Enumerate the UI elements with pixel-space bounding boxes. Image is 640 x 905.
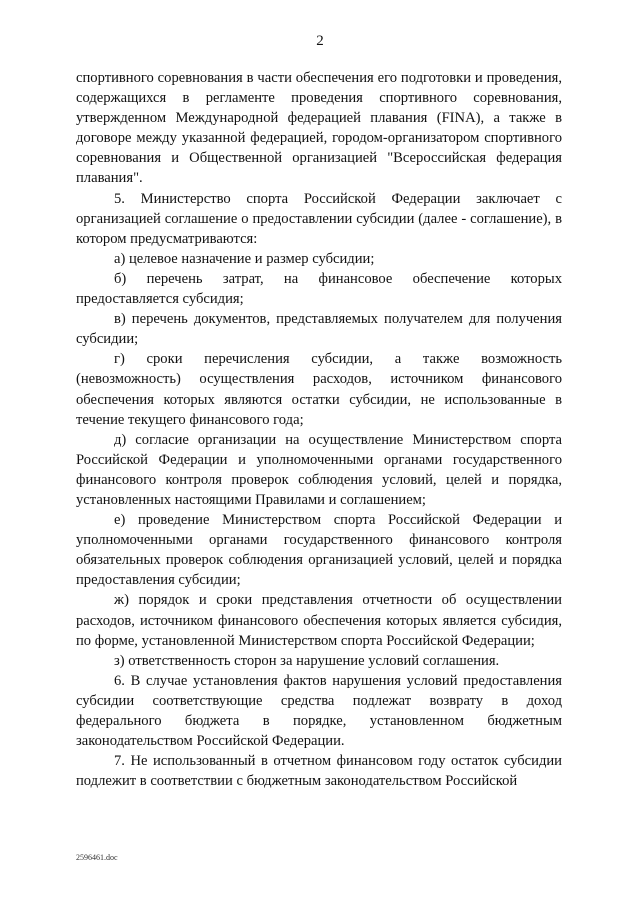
paragraph-continuation: спортивного соревнования в части обеспечения его подготовки и проведения, содержащихся в регламенте проведения спортивного соревнования, утвержденном Международной федерацией плавания (FINA), а также в договоре между указанной федерацией, городом-организатором спортивного соревнования и Общественной организацией "Всероссийская федерация плавания". <box>76 70 562 187</box>
paragraph-item-6: 6. В случае установления фактов нарушения условий предоставления субсидии соответствующие средства подлежат возврату в доход федерального бюджета в порядке, установленном бюджетным законодательством Российской Федерации. <box>76 672 562 750</box>
file-label: 2596461.doc <box>76 853 118 862</box>
paragraph-subitem-e: е) проведение Министерством спорта Российской Федерации и уполномоченными органами государственного финансового контроля обязательных проверок соблюдения организацией условий, целей и порядка предоставления субсидии; <box>76 512 562 589</box>
paragraph-subitem-b: б) перечень затрат, на финансовое обеспечение которых предоставляется субсидия; <box>76 270 562 308</box>
paragraph-subitem-zh: ж) порядок и сроки представления отчетности об осуществлении расходов, источником финансового обеспечения которых является субсидия, по форме, установленной Министерством спорта Российской Федерации; <box>76 592 562 649</box>
paragraph-subitem-d: д) согласие организации на осуществление Министерством спорта Российской Федерации и уполномоченными органами государственного финансового контроля проверок соблюдения условий, целей и порядка, установленных настоящими Правилами и соглашением; <box>76 431 562 508</box>
paragraph-subitem-a: а) целевое назначение и размер субсидии; <box>114 250 375 267</box>
paragraph-subitem-z: з) ответственность сторон за нарушение условий соглашения. <box>114 652 500 669</box>
paragraph-subitem-v: в) перечень документов, представляемых получателем для получения субсидии; <box>76 311 562 348</box>
document-body <box>76 68 562 791</box>
paragraph-item-5: 5. Министерство спорта Российской Федерации заключает с организацией соглашение о предоставлении субсидии (далее - соглашение), в котором предусматриваются: <box>76 190 562 247</box>
page-number: 2 <box>316 33 324 49</box>
paragraph-subitem-g: г) сроки перечисления субсидии, а также возможность (невозможность) осуществления расходов, источником финансового обеспечения которых являются остатки субсидии, не использованные в течение текущего финансового года; <box>76 351 562 428</box>
paragraph-item-7: 7. Не использованный в отчетном финансовом году остаток субсидии подлежит в соответствии с бюджетным законодательством Российской <box>76 753 562 790</box>
